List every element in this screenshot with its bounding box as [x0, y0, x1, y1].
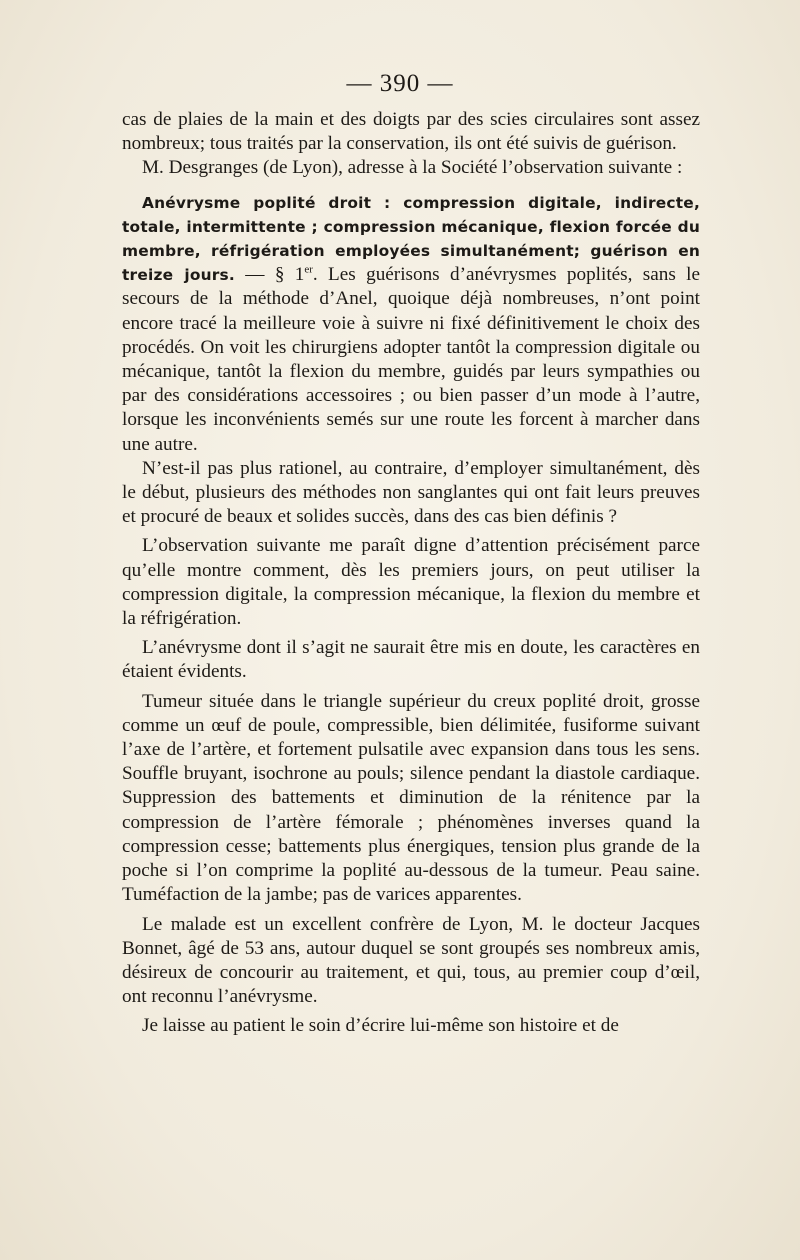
paragraph-desgranges: M. Desgranges (de Lyon), adresse à la Société l’observation suivante : — [142, 157, 683, 179]
page-text — [122, 108, 700, 1039]
observation-paragraph — [122, 191, 700, 457]
paragraph-tumeur: Tumeur située dans le triangle supérieur du creux poplité droit, grosse comme un œuf de poule, compressible, bien délimitée, fusiforme suivant l’axe de l’artère, et fortement pulsatile avec expansion dans tous les sens. Souffle bruyant, isochrone au pouls; silence pendant la diastole cardiaque. Suppression des battements et diminution de la rénitence par la compression de l’artère fémorale ; phénomènes inverses quand la compression cesse; battements plus énergiques, tension plus grande de la poche si l’on comprime la poplité au-dessous de la tumeur. Peau saine. Tuméfaction de la jambe; pas de varices apparentes. — [122, 690, 700, 906]
paragraph-patient: Je laisse au patient le soin d’écrire lui-même son histoire et de — [142, 1015, 619, 1037]
paragraph-anevrysme-evident: L’anévrysme dont il s’agit ne saurait être mis en doute, les caractères en étaient évidents. — [122, 637, 700, 683]
paragraph-observation-suivante: L’observation suivante me paraît digne d’attention précisément parce qu’elle montre comment, dès les premiers jours, on peut utiliser la compression digitale, la compression mécanique, la flexion du membre et la réfrigération. — [122, 535, 700, 630]
paragraph-malade: Le malade est un excellent confrère de Lyon, M. le docteur Jacques Bonnet, âgé de 53 ans, autour duquel se sont groupés ses nombreux amis, désireux de concourir au traitement, et qui, tous, au premier coup d’œil, ont reconnu l’anévrysme. — [122, 913, 700, 1008]
paragraph-plaies: cas de plaies de la main et des doigts par des scies circulaires sont assez nombreux; tous traités par la conservation, ils ont été suivis de guérison. — [122, 109, 700, 155]
section-superscript: er — [304, 263, 313, 276]
observation-text: . Les guérisons d’anévrysmes poplités, sans le secours de la méthode d’Anel, quoique déjà nombreuses, n’ont point encore tracé la meilleure voie à suivre ni fixé définitivement le choix des procédés. On voit les chirurgiens adopter tantôt la compression digitale ou mécanique, tantôt la flexion du membre, guidés par leurs sympathies ou par des considérations accessoires ; ou bien passer d’un mode à l’autre, lorsque les inconvénients semés sur une route les forcent à marcher dans une autre. — [122, 264, 701, 455]
page-number: — 390 — — [346, 70, 454, 97]
observation-title: Anévrysme poplité droit : compression digitale, indirecte, totale, intermittente ; compression mécanique, flexion forcée du membre, réfrigération employées simultanément; guérison en treize jours. — [122, 193, 700, 285]
section-marker: — § 1 — [234, 264, 305, 286]
paragraph-rationel: N’est-il pas plus rationel, au contraire, d’employer simultanément, dès le début, plusieurs des méthodes non sanglantes qui ont fait leurs preuves et procuré de beaux et solides succès, dans des cas bien définis ? — [122, 457, 700, 528]
